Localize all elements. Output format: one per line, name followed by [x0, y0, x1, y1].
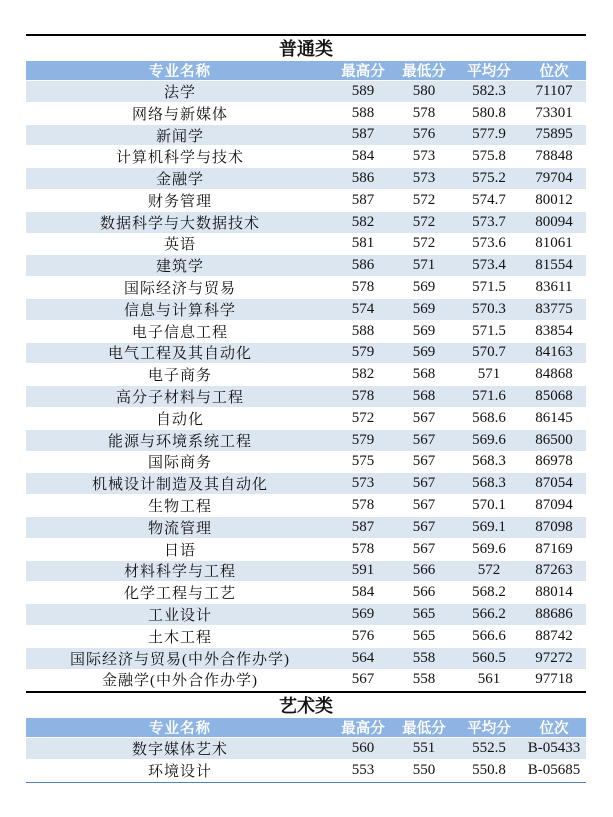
table-row [26, 146, 586, 168]
table-row [26, 321, 586, 343]
rank-cell: 97718 [535, 671, 573, 688]
table-row [26, 626, 586, 648]
major-name-cell: 日语 [163, 542, 196, 559]
min-score-cell: 565 [412, 606, 436, 623]
table-row [26, 473, 586, 495]
major-name-cell: 信息与计算科学 [123, 302, 236, 319]
min-score-cell: 566 [412, 562, 436, 579]
table-body [26, 81, 586, 691]
column-header-avg-score: 平均分 [467, 721, 511, 737]
table-row [26, 234, 586, 256]
column-header-max-score: 最高分 [341, 721, 385, 737]
avg-score-cell: 573.7 [472, 213, 506, 230]
min-score-cell: 569 [412, 344, 436, 361]
min-score-cell: 567 [412, 518, 436, 535]
major-name-cell: 电气工程及其自动化 [107, 346, 252, 363]
avg-score-cell: 550.8 [472, 761, 506, 778]
major-name-cell: 财务管理 [147, 193, 212, 210]
rank-cell: 84868 [535, 366, 573, 383]
table-row [26, 738, 586, 760]
rank-cell: 88014 [535, 584, 573, 601]
avg-score-cell: 570.7 [472, 344, 506, 361]
min-score-cell: 569 [412, 300, 436, 317]
major-name-cell: 能源与环境系统工程 [107, 433, 252, 450]
max-score-cell: 589 [351, 82, 375, 99]
rank-cell: 81554 [535, 257, 573, 274]
table-row [26, 430, 586, 452]
table-row [26, 561, 586, 583]
max-score-cell: 586 [351, 170, 375, 187]
avg-score-cell: 569.6 [472, 431, 506, 448]
major-name-cell: 国际经济与贸易(中外合作办学) [70, 651, 290, 668]
major-name-cell: 工业设计 [147, 608, 212, 625]
rank-cell: 73301 [535, 104, 573, 121]
rank-cell: 80094 [535, 213, 573, 230]
max-score-cell: 581 [351, 235, 375, 252]
avg-score-cell: 561 [477, 671, 501, 688]
major-name-cell: 英语 [163, 237, 196, 254]
table-row [26, 212, 586, 234]
max-score-cell: 574 [351, 300, 375, 317]
avg-score-cell: 571 [477, 366, 501, 383]
rank-cell: 75895 [535, 126, 573, 143]
avg-score-cell: 573.4 [472, 257, 506, 274]
max-score-cell: 582 [351, 213, 375, 230]
table-row [26, 277, 586, 299]
avg-score-cell: 568.3 [472, 475, 506, 492]
min-score-cell: 572 [412, 191, 436, 208]
table-row [26, 495, 586, 517]
rank-cell: 71107 [535, 82, 573, 99]
avg-score-cell: 575.8 [472, 148, 506, 165]
table-row [26, 343, 586, 365]
avg-score-cell: 566.2 [472, 606, 506, 623]
max-score-cell: 586 [351, 257, 375, 274]
rank-cell: 88686 [535, 606, 573, 623]
avg-score-cell: 560.5 [472, 649, 506, 666]
max-score-cell: 588 [351, 322, 375, 339]
min-score-cell: 565 [412, 627, 436, 644]
max-score-cell: 578 [351, 279, 375, 296]
table-row [26, 452, 586, 474]
table-row [26, 168, 586, 190]
max-score-cell: 572 [351, 409, 375, 426]
table-row [26, 103, 586, 125]
rank-cell: 87263 [535, 562, 573, 579]
column-header-min-score: 最低分 [402, 64, 446, 80]
table-row [26, 190, 586, 212]
major-name-cell: 物流管理 [147, 520, 212, 537]
max-score-cell: 579 [351, 344, 375, 361]
major-name-cell: 高分子材料与工程 [115, 390, 244, 407]
max-score-cell: 587 [351, 126, 375, 143]
min-score-cell: 558 [412, 649, 436, 666]
min-score-cell: 578 [412, 104, 436, 121]
avg-score-cell: 580.8 [472, 104, 506, 121]
max-score-cell: 578 [351, 497, 375, 514]
rank-cell: 87054 [535, 475, 573, 492]
rank-cell: 87169 [535, 540, 573, 557]
max-score-cell: 584 [351, 584, 375, 601]
avg-score-cell: 568.6 [472, 409, 506, 426]
rank-cell: 87098 [535, 518, 573, 535]
avg-score-cell: 573.6 [472, 235, 506, 252]
table-header-row [26, 718, 586, 738]
min-score-cell: 567 [412, 540, 436, 557]
section-title: 普通类 [26, 34, 586, 61]
table-row [26, 408, 586, 430]
table-body [26, 738, 586, 782]
table-row [26, 299, 586, 321]
min-score-cell: 576 [412, 126, 436, 143]
rank-cell: 84163 [535, 344, 573, 361]
avg-score-cell: 570.3 [472, 300, 506, 317]
max-score-cell: 553 [351, 761, 375, 778]
art-admission-section [26, 691, 586, 783]
min-score-cell: 568 [412, 366, 436, 383]
min-score-cell: 569 [412, 279, 436, 296]
column-header-rank: 位次 [539, 721, 569, 737]
table-row [26, 255, 586, 277]
min-score-cell: 580 [412, 82, 436, 99]
major-name-cell: 计算机科学与技术 [115, 150, 244, 167]
table-row [26, 364, 586, 386]
min-score-cell: 572 [412, 213, 436, 230]
min-score-cell: 567 [412, 431, 436, 448]
max-score-cell: 560 [351, 739, 375, 756]
avg-score-cell: 571.5 [472, 322, 506, 339]
avg-score-cell: 574.7 [472, 191, 506, 208]
min-score-cell: 558 [412, 671, 436, 688]
major-name-cell: 电子信息工程 [131, 324, 228, 341]
max-score-cell: 591 [351, 562, 375, 579]
min-score-cell: 550 [412, 761, 436, 778]
column-header-major: 专业名称 [149, 64, 211, 80]
major-name-cell: 国际经济与贸易 [123, 281, 236, 298]
max-score-cell: 569 [351, 606, 375, 623]
major-name-cell: 网络与新媒体 [131, 106, 228, 123]
rank-cell: B-05433 [527, 739, 581, 756]
min-score-cell: 568 [412, 388, 436, 405]
major-name-cell: 数字媒体艺术 [131, 741, 228, 758]
avg-score-cell: 569.6 [472, 540, 506, 557]
table-row [26, 582, 586, 604]
table-row [26, 648, 586, 670]
rank-cell: 83775 [535, 300, 573, 317]
major-name-cell: 土木工程 [147, 629, 212, 646]
rank-cell: 79704 [535, 170, 573, 187]
max-score-cell: 578 [351, 540, 375, 557]
rank-cell: 81061 [535, 235, 573, 252]
major-name-cell: 金融学(中外合作办学) [102, 673, 258, 690]
min-score-cell: 572 [412, 235, 436, 252]
min-score-cell: 567 [412, 453, 436, 470]
table-header-row [26, 61, 586, 81]
major-name-cell: 生物工程 [147, 499, 212, 516]
avg-score-cell: 582.3 [472, 82, 506, 99]
avg-score-cell: 568.3 [472, 453, 506, 470]
min-score-cell: 571 [412, 257, 436, 274]
max-score-cell: 587 [351, 191, 375, 208]
major-name-cell: 国际商务 [147, 455, 212, 472]
section-title: 艺术类 [26, 691, 586, 718]
rank-cell: B-05685 [527, 761, 581, 778]
avg-score-cell: 566.6 [472, 627, 506, 644]
max-score-cell: 578 [351, 388, 375, 405]
rank-cell: 83854 [535, 322, 573, 339]
column-header-avg-score: 平均分 [467, 64, 511, 80]
min-score-cell: 569 [412, 322, 436, 339]
major-name-cell: 材料科学与工程 [123, 564, 236, 581]
rank-cell: 97272 [535, 649, 573, 666]
rank-cell: 86978 [535, 453, 573, 470]
rank-cell: 87094 [535, 497, 573, 514]
avg-score-cell: 571.5 [472, 279, 506, 296]
avg-score-cell: 552.5 [472, 739, 506, 756]
major-name-cell: 机械设计制造及其自动化 [91, 477, 268, 494]
min-score-cell: 567 [412, 497, 436, 514]
table-row [26, 670, 586, 692]
min-score-cell: 566 [412, 584, 436, 601]
rank-cell: 83611 [535, 279, 573, 296]
major-name-cell: 电子商务 [147, 368, 212, 385]
avg-score-cell: 575.2 [472, 170, 506, 187]
max-score-cell: 582 [351, 366, 375, 383]
rank-cell: 88742 [535, 627, 573, 644]
major-name-cell: 法学 [163, 84, 196, 101]
regular-admission-section [26, 34, 586, 692]
major-name-cell: 自动化 [155, 411, 204, 428]
min-score-cell: 567 [412, 409, 436, 426]
major-name-cell: 环境设计 [147, 763, 212, 780]
max-score-cell: 576 [351, 627, 375, 644]
column-header-major: 专业名称 [149, 721, 211, 737]
min-score-cell: 573 [412, 170, 436, 187]
major-name-cell: 金融学 [155, 172, 204, 189]
table-row [26, 386, 586, 408]
column-header-min-score: 最低分 [402, 721, 446, 737]
table-row [26, 517, 586, 539]
max-score-cell: 584 [351, 148, 375, 165]
table-row [26, 760, 586, 782]
table-bottom-rule [26, 782, 586, 783]
rank-cell: 80012 [535, 191, 573, 208]
max-score-cell: 564 [351, 649, 375, 666]
max-score-cell: 579 [351, 431, 375, 448]
min-score-cell: 567 [412, 475, 436, 492]
score-table [26, 61, 586, 692]
table-row [26, 604, 586, 626]
max-score-cell: 573 [351, 475, 375, 492]
avg-score-cell: 577.9 [472, 126, 506, 143]
column-header-max-score: 最高分 [341, 64, 385, 80]
rank-cell: 86145 [535, 409, 573, 426]
avg-score-cell: 572 [477, 562, 501, 579]
table-row [26, 125, 586, 147]
score-table [26, 718, 586, 783]
major-name-cell: 建筑学 [155, 259, 204, 276]
max-score-cell: 575 [351, 453, 375, 470]
min-score-cell: 573 [412, 148, 436, 165]
avg-score-cell: 568.2 [472, 584, 506, 601]
rank-cell: 86500 [535, 431, 573, 448]
table-row [26, 539, 586, 561]
major-name-cell: 数据科学与大数据技术 [99, 215, 260, 232]
major-name-cell: 化学工程与工艺 [123, 586, 236, 603]
max-score-cell: 588 [351, 104, 375, 121]
rank-cell: 78848 [535, 148, 573, 165]
avg-score-cell: 571.6 [472, 388, 506, 405]
avg-score-cell: 570.1 [472, 497, 506, 514]
major-name-cell: 新闻学 [155, 128, 204, 145]
max-score-cell: 567 [351, 671, 375, 688]
min-score-cell: 551 [412, 739, 436, 756]
max-score-cell: 587 [351, 518, 375, 535]
column-header-rank: 位次 [539, 64, 569, 80]
rank-cell: 85068 [535, 388, 573, 405]
avg-score-cell: 569.1 [472, 518, 506, 535]
table-row [26, 81, 586, 103]
